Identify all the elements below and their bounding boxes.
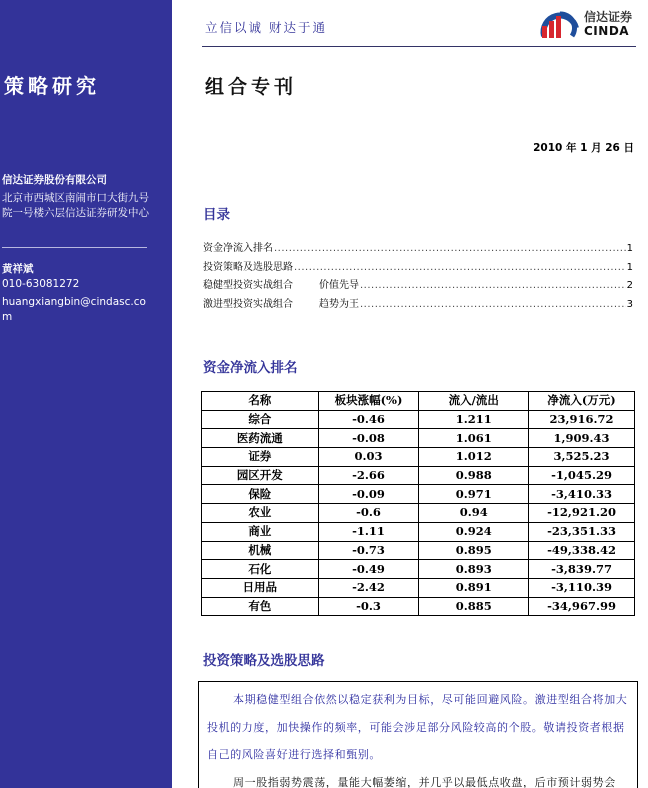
sector-name-cell: 园区开发 (202, 466, 319, 485)
net-inflow-cell: -1,045.29 (529, 466, 635, 485)
sector-change-cell: 0.03 (318, 448, 419, 467)
table-row (202, 466, 635, 485)
sector-change-cell: -0.3 (318, 597, 419, 616)
toc-leader-dots (274, 243, 626, 254)
toc-item-label: 资金净流入排名 (203, 243, 273, 254)
table-row (202, 504, 635, 523)
sector-change-cell: -1.11 (318, 522, 419, 541)
net-inflow-cell: -3,110.39 (529, 578, 635, 597)
table-row (202, 485, 635, 504)
sector-name-cell: 有色 (202, 597, 319, 616)
sidebar-divider (2, 247, 147, 248)
strategy-paragraph: 本期稳健型组合依然以稳定获利为目标，尽可能回避风险。激进型组合将加大投机的力度，加快操作的频率，可能会涉足部分风险较高的个股。敬请投资者根据自己的风险喜好进行选择和甄别。 (207, 693, 628, 761)
toc-item-subtitle: 价值先导 (319, 280, 359, 291)
toc-leader-dots (294, 262, 626, 273)
analyst-email[interactable]: huangxiangbin@cindasc.com (2, 296, 146, 323)
header-rule (202, 46, 636, 47)
cinda-logo (536, 6, 640, 42)
strategy-heading: 投资策略及选股思路 (203, 653, 325, 669)
toc-item-page: 3 (626, 298, 633, 310)
sector-name-cell: 综合 (202, 410, 319, 429)
inflow-ratio-cell: 1.012 (419, 448, 529, 467)
table-row (202, 578, 635, 597)
strategy-textbox (198, 681, 638, 788)
table-row (202, 560, 635, 579)
sector-change-cell: -0.46 (318, 410, 419, 429)
inflow-ratio-cell: 0.971 (419, 485, 529, 504)
column-header: 流入/流出 (419, 392, 529, 411)
sector-name-cell: 保险 (202, 485, 319, 504)
sidebar (0, 0, 172, 788)
toc-item[interactable] (203, 295, 633, 314)
net-inflow-cell: 3,525.23 (529, 448, 635, 467)
inflow-ratio-cell: 0.893 (419, 560, 529, 579)
net-inflow-cell: 23,916.72 (529, 410, 635, 429)
sector-name-cell: 农业 (202, 504, 319, 523)
toc-item[interactable] (203, 239, 633, 258)
table-row (202, 410, 635, 429)
sector-name-cell: 石化 (202, 560, 319, 579)
net-inflow-cell: -49,338.42 (529, 541, 635, 560)
analyst-phone: 010-63081272 (2, 278, 80, 290)
column-header: 板块涨幅(%) (318, 392, 419, 411)
inflow-ratio-cell: 0.885 (419, 597, 529, 616)
toc-item-label: 投资策略及选股思路 (203, 261, 293, 273)
table-row (202, 541, 635, 560)
sector-change-cell: -2.42 (318, 578, 419, 597)
sector-name-cell: 机械 (202, 541, 319, 560)
column-header: 净流入(万元) (529, 392, 635, 411)
inflow-ratio-cell: 1.211 (419, 410, 529, 429)
net-inflow-table (201, 391, 635, 616)
publish-date: 2010 年 1 月 26 日 (533, 142, 634, 154)
toc-item-page: 1 (626, 261, 633, 273)
inflow-ratio-cell: 0.94 (419, 504, 529, 523)
toc-heading: 目录 (203, 207, 230, 223)
table-row (202, 448, 635, 467)
toc-item-page: 1 (626, 243, 633, 254)
net-inflow-cell: -34,967.99 (529, 597, 635, 616)
toc-leader-dots (360, 299, 626, 310)
sector-change-cell: -0.6 (318, 504, 419, 523)
sector-change-cell: -0.73 (318, 541, 419, 560)
table-row (202, 522, 635, 541)
net-inflow-cell: -23,351.33 (529, 522, 635, 541)
toc-item[interactable] (203, 276, 633, 295)
analyst-name: 黄祥斌 (2, 263, 34, 275)
sector-change-cell: -2.66 (318, 466, 419, 485)
cinda-logo-icon (536, 6, 582, 42)
strategy-paragraph: 周一股指弱势震荡，量能大幅萎缩，并几乎以最低点收盘，后市预计弱势会 (233, 775, 616, 788)
inflow-ratio-cell: 0.891 (419, 578, 529, 597)
net-inflow-cell: -12,921.20 (529, 504, 635, 523)
company-slogan: 立信以诚 财达于通 (205, 20, 327, 35)
table-of-contents (203, 239, 633, 313)
net-inflow-cell: 1,909.43 (529, 429, 635, 448)
inflow-ratio-cell: 0.924 (419, 522, 529, 541)
toc-leader-dots (360, 280, 626, 291)
logo-text-chinese: 信达证券 (584, 10, 633, 24)
toc-item-label: 稳健型投资实战组合 (203, 280, 293, 291)
sector-change-cell: -0.09 (318, 485, 419, 504)
department-label: 策略研究 (4, 74, 100, 98)
table-row (202, 597, 635, 616)
inflow-ratio-cell: 0.895 (419, 541, 529, 560)
inflow-ratio-cell: 0.988 (419, 466, 529, 485)
net-inflow-cell: -3,410.33 (529, 485, 635, 504)
document-title: 组合专刊 (205, 76, 298, 98)
sector-change-cell: -0.49 (318, 560, 419, 579)
logo-text-english: CINDA (584, 24, 630, 38)
sector-name-cell: 医药流通 (202, 429, 319, 448)
toc-item-label: 激进型投资实战组合 (203, 298, 293, 310)
sector-change-cell: -0.08 (318, 429, 419, 448)
company-address: 北京市西城区南闹市口大街九号院一号楼六层信达证券研发中心 (2, 192, 149, 219)
table-row (202, 429, 635, 448)
toc-item[interactable] (203, 258, 633, 277)
table-header-row (202, 392, 635, 411)
toc-item-page: 2 (626, 280, 633, 291)
table-body (202, 410, 635, 616)
sector-name-cell: 商业 (202, 522, 319, 541)
column-header: 名称 (202, 392, 319, 411)
sector-name-cell: 日用品 (202, 578, 319, 597)
toc-item-subtitle: 趋势为王 (319, 298, 359, 310)
inflow-ratio-cell: 1.061 (419, 429, 529, 448)
company-name: 信达证券股份有限公司 (2, 174, 107, 186)
ranking-heading: 资金净流入排名 (203, 360, 298, 376)
net-inflow-cell: -3,839.77 (529, 560, 635, 579)
sector-name-cell: 证券 (202, 448, 319, 467)
